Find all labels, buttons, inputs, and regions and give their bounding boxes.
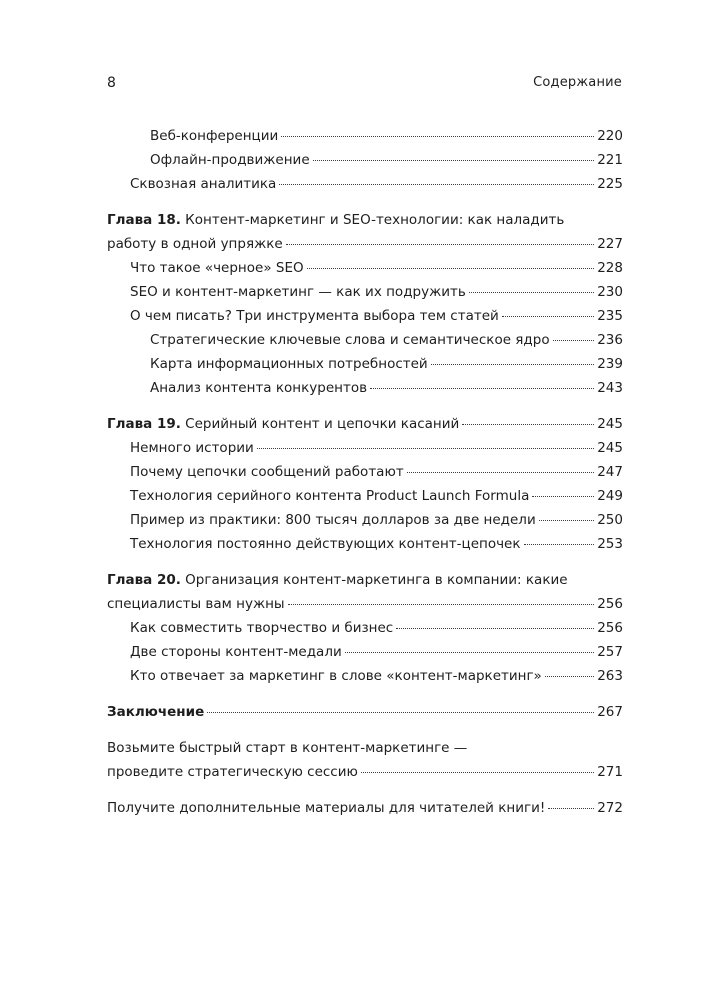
toc-entry-line	[107, 232, 623, 256]
toc-page-number: 245	[597, 440, 623, 456]
toc-entry-title	[130, 280, 466, 304]
toc-entry-line	[130, 640, 623, 664]
toc-section-entry	[107, 664, 623, 688]
toc-page-number: 221	[597, 152, 623, 168]
toc-section-entry	[107, 640, 623, 664]
toc-entry-text: Технология серийного контента Product Launch Formula	[130, 488, 530, 504]
toc-entry-title	[150, 376, 367, 400]
toc-page-number: 239	[597, 356, 623, 372]
toc-chapter-entry	[107, 568, 623, 616]
toc-entry-title	[130, 508, 536, 532]
dot-leader	[545, 675, 594, 677]
toc-page-number: 243	[597, 380, 623, 396]
dot-leader	[288, 603, 595, 605]
dot-leader	[281, 135, 594, 137]
toc-entry-line	[107, 700, 623, 724]
chapter-label: Глава 18.	[107, 212, 181, 228]
dot-leader	[524, 543, 595, 545]
toc-entry-text: Технология постоянно действующих контент-цепочек	[130, 536, 521, 552]
toc-entry-title	[150, 148, 310, 172]
dot-leader	[431, 363, 595, 365]
toc-page-number: 230	[597, 284, 623, 300]
toc-section-entry	[107, 256, 623, 280]
dot-leader	[307, 267, 595, 269]
toc-entry-text: Что такое «черное» SEO	[130, 260, 304, 276]
toc-page-number: 249	[597, 488, 623, 504]
toc-entry-text: Две стороны контент-медали	[130, 644, 342, 660]
toc-entry-line	[130, 616, 623, 640]
toc-entry-line	[150, 124, 623, 148]
toc-chapter-entry	[107, 736, 623, 784]
toc-page-number: 267	[597, 704, 623, 720]
toc-entry-title: Контент-маркетинг и SEO-технологии: как наладить	[180, 212, 565, 228]
toc-entry-text: Карта информационных потребностей	[150, 356, 428, 372]
toc-entry-text: Стратегические ключевые слова и семантическое ядро	[150, 332, 550, 348]
toc-entry-text: Анализ контента конкурентов	[150, 380, 368, 396]
toc-entry-title: специалисты вам нужны	[107, 596, 285, 612]
toc-page-number: 235	[597, 308, 623, 324]
toc-section-entry	[107, 484, 623, 508]
dot-leader	[553, 339, 595, 341]
toc-entry-title	[130, 664, 542, 688]
toc-page-number: 257	[597, 644, 623, 660]
toc-page-number: 271	[597, 764, 623, 780]
toc-entry-line	[150, 352, 623, 376]
toc-subsection-entry	[107, 124, 623, 148]
toc-chapter-entry	[107, 700, 623, 724]
toc-entry-text: Сквозная аналитика	[130, 176, 277, 192]
dot-leader	[207, 711, 594, 713]
chapter-label: Глава 19.	[107, 416, 181, 432]
toc-entry-line	[107, 412, 623, 436]
toc-entry-title: работу в одной упряжке	[107, 236, 283, 252]
toc-entry-title	[130, 256, 304, 280]
toc-entry-line	[130, 256, 623, 280]
toc-page-number: 228	[597, 260, 623, 276]
toc-page-number: 245	[597, 416, 623, 432]
toc-entry-title	[150, 124, 278, 148]
toc-entry-text: Почему цепочки сообщений работают	[130, 464, 404, 480]
dot-leader	[313, 159, 595, 161]
toc-entry-text: Веб-конференции	[150, 128, 279, 144]
toc-section-entry	[107, 460, 623, 484]
toc-page-number: 220	[597, 128, 623, 144]
toc-section-entry	[107, 616, 623, 640]
toc-chapter-entry	[107, 208, 623, 256]
toc-entry-line	[130, 664, 623, 688]
toc-entry-text: Как совместить творчество и бизнес	[130, 620, 394, 636]
toc-chapter-entry	[107, 412, 623, 436]
toc-entry-title	[150, 328, 550, 352]
toc-section-entry	[107, 280, 623, 304]
toc-subsection-entry	[107, 148, 623, 172]
toc-entry-title	[130, 304, 499, 328]
toc-entry-title: Возьмите быстрый старт в контент-маркетинге —	[107, 740, 468, 756]
toc-entry-text: Пример из практики: 800 тысяч долларов за две недели	[130, 512, 536, 528]
toc-page-number: 256	[597, 596, 623, 612]
toc-entry-line	[107, 568, 623, 592]
toc-entry-line	[107, 208, 623, 232]
toc-entry-title	[107, 700, 204, 724]
toc-page-number: 227	[597, 236, 623, 252]
toc-entry-text: Серийный контент и цепочки касаний	[180, 416, 460, 432]
dot-leader	[548, 807, 594, 809]
toc-entry-title: Организация контент-маркетинга в компании: какие	[180, 572, 568, 588]
toc-page-number: 236	[597, 332, 623, 348]
toc-entry-line	[130, 280, 623, 304]
toc-entry-title	[130, 616, 393, 640]
toc-section-entry	[107, 304, 623, 328]
toc-entry-text: Немного истории	[130, 440, 254, 456]
toc-entry-title	[130, 436, 254, 460]
toc-subsection-entry	[107, 328, 623, 352]
toc-subsection-entry	[107, 376, 623, 400]
toc-page-number: 250	[597, 512, 623, 528]
toc-entry-line	[107, 736, 623, 760]
toc-entry-line	[107, 796, 623, 820]
toc-entry-title	[150, 352, 428, 376]
toc-entry-line	[130, 532, 623, 556]
toc-page-number: 256	[597, 620, 623, 636]
toc-entry-title	[107, 412, 459, 436]
dot-leader	[279, 183, 594, 185]
dot-leader	[396, 627, 594, 629]
dot-leader	[539, 519, 595, 521]
toc-entry-text: Офлайн-продвижение	[150, 152, 310, 168]
toc-entry-title	[130, 640, 342, 664]
page-number: 8	[107, 75, 116, 91]
dot-leader	[345, 651, 594, 653]
dot-leader	[462, 423, 594, 425]
dot-leader	[469, 291, 594, 293]
toc-page-number: 272	[597, 800, 623, 816]
toc-page-number: 225	[597, 176, 623, 192]
toc-entry-title	[130, 460, 404, 484]
toc-entry-title: проведите стратегическую сессию	[107, 764, 358, 780]
toc-entry-line	[130, 172, 623, 196]
toc-entry-line	[150, 148, 623, 172]
toc-entry-line	[107, 592, 623, 616]
dot-leader	[361, 771, 594, 773]
toc-entry-title	[107, 796, 545, 820]
toc-entry-line	[130, 484, 623, 508]
toc-entry-line	[150, 328, 623, 352]
toc-entry-text: SEO и контент-маркетинг — как их подружить	[130, 284, 466, 300]
chapter-label: Глава 20.	[107, 572, 181, 588]
dot-leader	[370, 387, 594, 389]
table-of-contents	[107, 124, 623, 820]
dot-leader	[286, 243, 595, 245]
toc-entry-title	[130, 172, 276, 196]
toc-entry-line	[130, 304, 623, 328]
toc-page-number: 247	[597, 464, 623, 480]
toc-entry-text: Кто отвечает за маркетинг в слове «контент-маркетинг»	[130, 668, 542, 684]
dot-leader	[532, 495, 594, 497]
toc-section-entry	[107, 436, 623, 460]
toc-entry-text: Получите дополнительные материалы для читателей книги!	[107, 800, 546, 816]
toc-subsection-entry	[107, 352, 623, 376]
toc-entry-title	[130, 532, 521, 556]
toc-section-entry	[107, 172, 623, 196]
chapter-label: Заключение	[107, 704, 205, 720]
toc-section-entry	[107, 508, 623, 532]
dot-leader	[502, 315, 594, 317]
toc-section-entry	[107, 532, 623, 556]
toc-entry-line	[130, 436, 623, 460]
toc-chapter-entry	[107, 796, 623, 820]
toc-entry-line	[130, 460, 623, 484]
toc-page-number: 263	[597, 668, 623, 684]
toc-entry-line	[150, 376, 623, 400]
toc-entry-line	[130, 508, 623, 532]
dot-leader	[407, 471, 595, 473]
toc-page-number: 253	[597, 536, 623, 552]
running-head: Содержание	[533, 75, 622, 90]
toc-entry-line	[107, 760, 623, 784]
toc-entry-title	[130, 484, 529, 508]
toc-entry-text: О чем писать? Три инструмента выбора тем статей	[130, 308, 499, 324]
dot-leader	[257, 447, 594, 449]
